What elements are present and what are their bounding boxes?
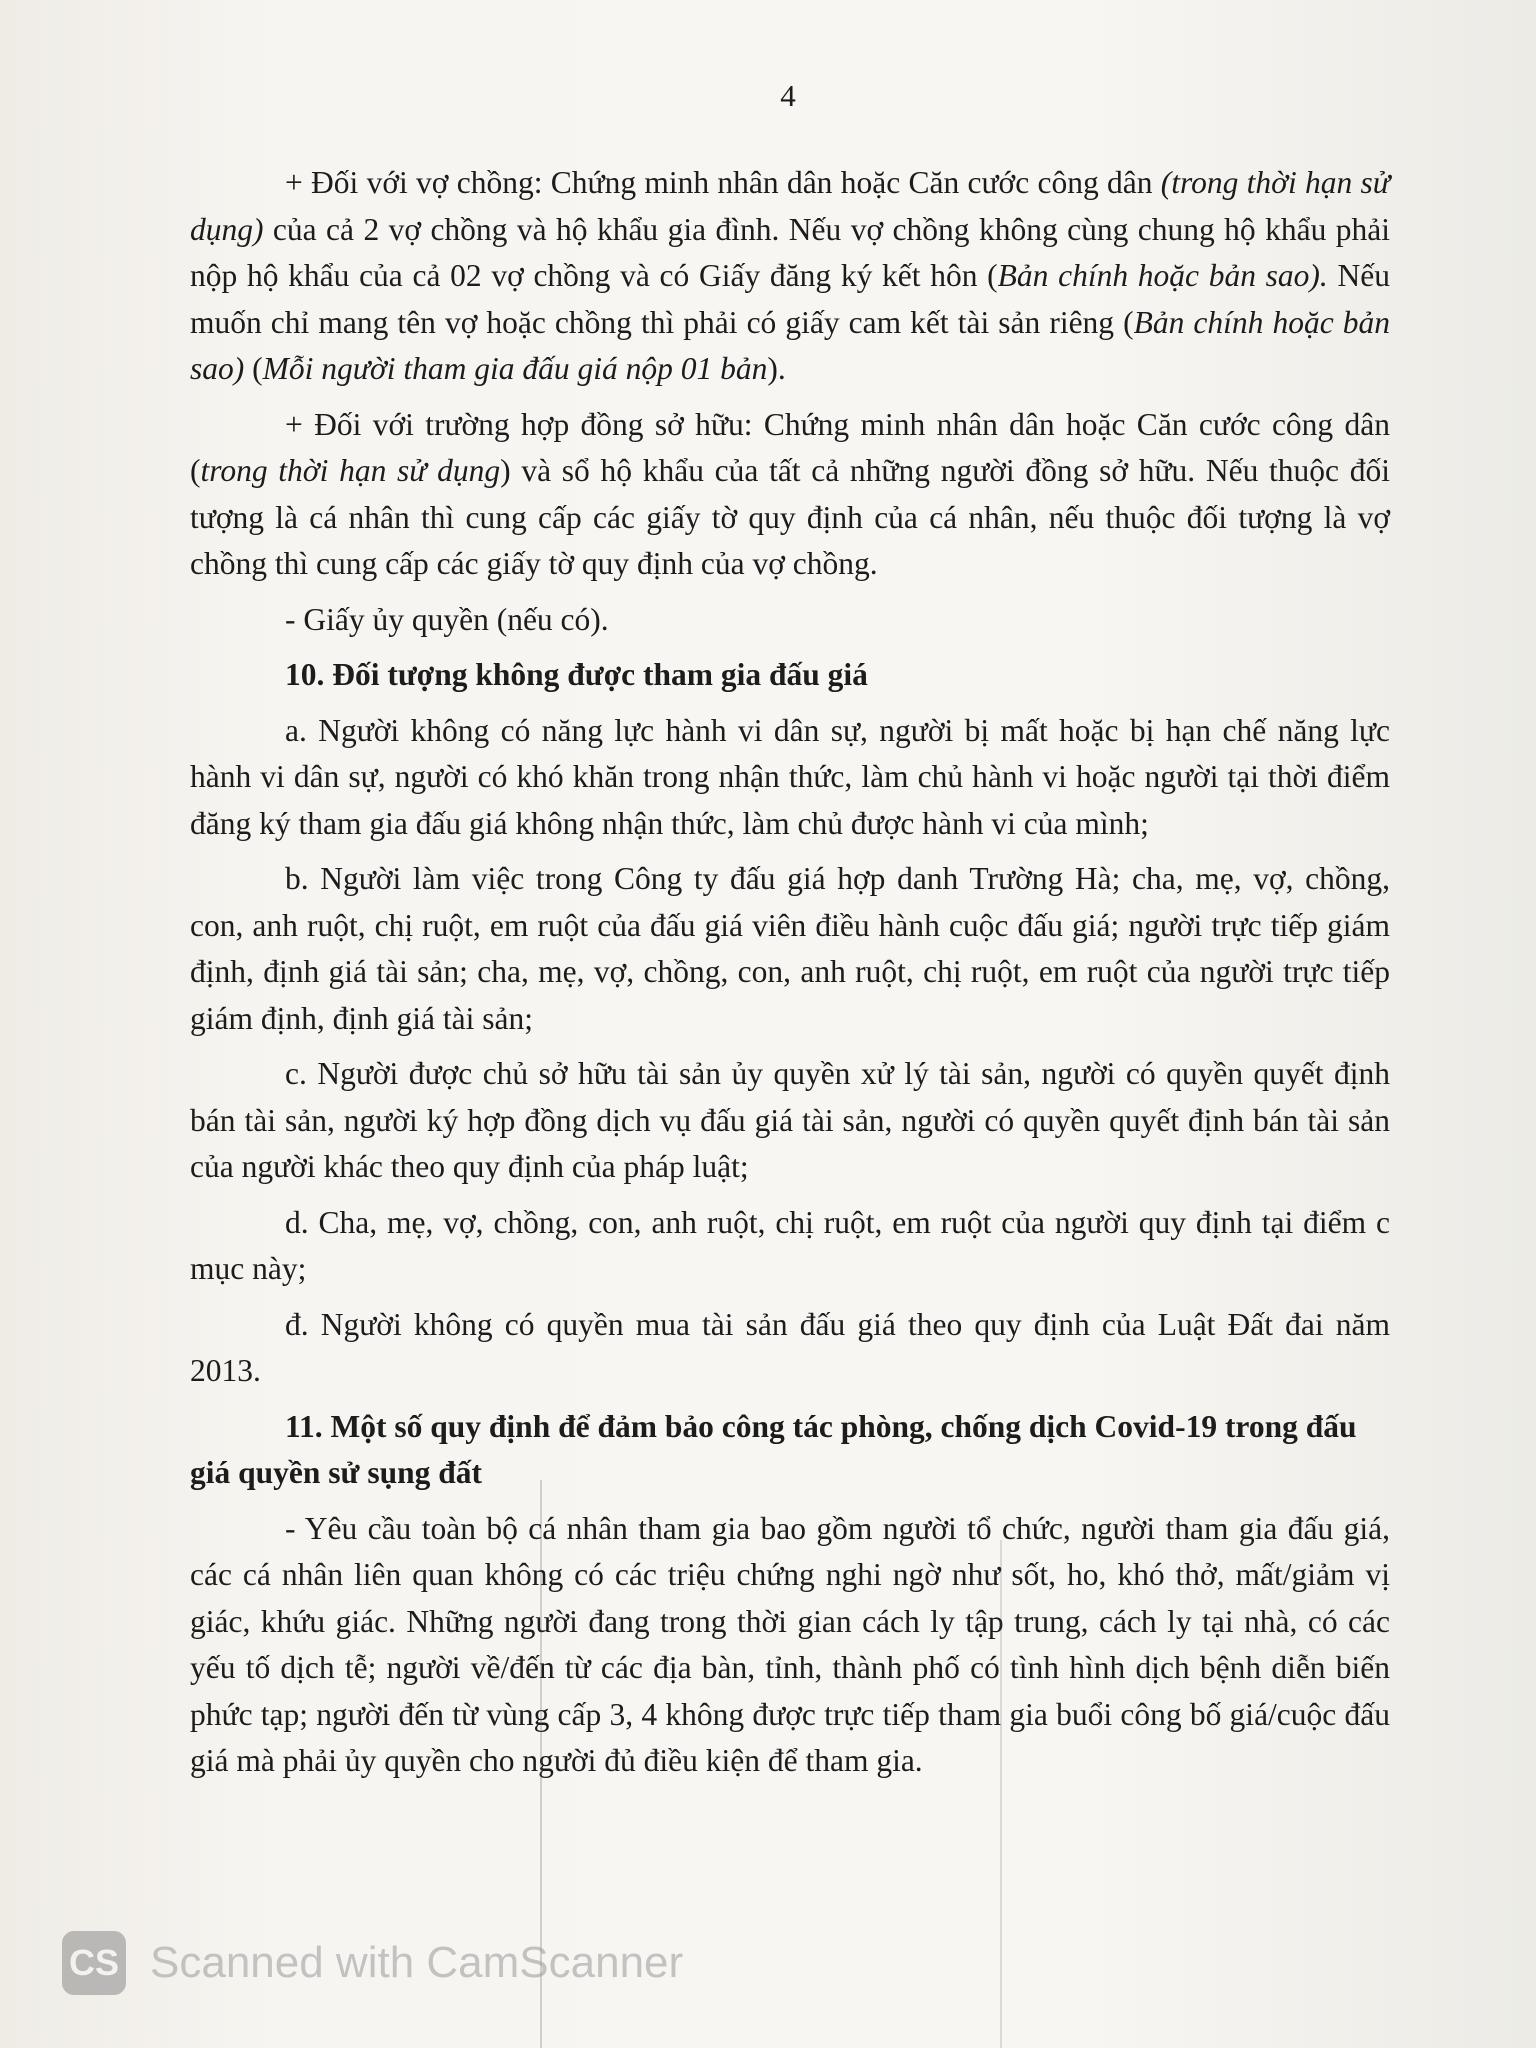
watermark-text: Scanned with CamScanner [150, 1938, 684, 1987]
paragraph [190, 597, 1390, 644]
italic-text: trong thời hạn sử dụng [200, 453, 501, 488]
paragraph [190, 1051, 1390, 1191]
document-body [190, 160, 1390, 1794]
text-run: c. Người được chủ sở hữu tài sản ủy quyền xử lý tài sản, người có quyền quyết định bán tài sản, người ký hợp đồng dịch vụ đấu giá tài sản, người có quyền quyết định bán tài sản của người khác theo quy định của pháp luật; [190, 1056, 1390, 1184]
paragraph [190, 160, 1390, 393]
text-run: Nếu muốn chỉ mang tên vợ hoặc chồng thì phải có giấy cam kết tài sản riêng ( [190, 258, 1390, 340]
text-run: d. Cha, mẹ, vợ, chồng, con, anh ruột, chị ruột, em ruột của người quy định tại điểm c mục này; [190, 1204, 1390, 1286]
text-run: + Đối với trường hợp đồng sở hữu: Chứng minh nhân dân hoặc Căn cước công dân ( [190, 406, 1390, 488]
text-run: 11. Một số quy định để đảm bảo công tác phòng, chống dịch Covid-19 trong đấu giá quyền sử sụng đất [190, 1408, 1357, 1490]
italic-text: Bản chính hoặc bản sao) [190, 304, 1390, 386]
paragraph [190, 402, 1390, 588]
text-run: + Đối với vợ chồng: Chứng minh nhân dân hoặc Căn cước công dân [285, 165, 1161, 200]
text-run: - Yêu cầu toàn bộ cá nhân tham gia bao gồm người tổ chức, người tham gia đấu giá, các cá nhân liên quan không có các triệu chứng nghi ngờ như sốt, ho, khó thở, mất/giảm vị giác, khứu giác. Những người đang trong thời gian cách ly tập trung, cách ly tại nhà, có các yếu tố dịch tễ; người về/đến từ các địa bàn, tỉnh, thành phố có tình hình dịch bệnh diễn biến phức tạp; người đến từ vùng cấp 3, 4 không được trực tiếp tham gia buổi công bố giá/cuộc đấu giá mà phải ủy quyền cho người đủ điều kiện để tham gia. [190, 1510, 1390, 1778]
text-run: của cả 2 vợ chồng và hộ khẩu gia đình. Nếu vợ chồng không cùng chung hộ khẩu phải nộp hộ khẩu của cả 02 vợ chồng và có Giấy đăng ký kết hôn ( [190, 211, 1390, 293]
text-run: 10. Đối tượng không được tham gia đấu giá [285, 657, 868, 692]
scanner-watermark [62, 1928, 683, 1998]
section-heading [190, 652, 1390, 699]
text-run: ) và sổ hộ khẩu của tất cả những người đồng sở hữu. Nếu thuộc đối tượng là cá nhân thì cung cấp các giấy tờ quy định của cá nhân, nếu thuộc đối tượng là vợ chồng thì cung cấp các giấy tờ quy định của vợ chồng. [190, 453, 1390, 581]
text-run: ). [767, 351, 786, 386]
text-run: ( [244, 351, 263, 386]
text-run: a. Người không có năng lực hành vi dân sự, người bị mất hoặc bị hạn chế năng lực hành vi dân sự, người có khó khăn trong nhận thức, làm chủ hành vi hoặc người tại thời điểm đăng ký tham gia đấu giá không nhận thức, làm chủ được hành vi của mình; [190, 712, 1390, 841]
italic-text: Mỗi người tham gia đấu giá nộp 01 bản [262, 351, 768, 386]
page-number: 4 [780, 78, 796, 113]
paragraph [190, 1506, 1390, 1785]
italic-text: (trong thời hạn sử dụng) [190, 165, 1390, 247]
paragraph [190, 1200, 1390, 1293]
section-heading [190, 1404, 1390, 1497]
text-run: đ. Người không có quyền mua tài sản đấu giá theo quy định của Luật Đất đai năm 2013. [190, 1306, 1390, 1388]
text-run: b. Người làm việc trong Công ty đấu giá hợp danh Trường Hà; cha, mẹ, vợ, chồng, con, anh ruột, chị ruột, em ruột của đấu giá viên điều hành cuộc đấu giá; người trực tiếp giám định, định giá tài sản; cha, mẹ, vợ, chồng, con, anh ruột, chị ruột, em ruột của người trực tiếp giám định, định giá tài sản; [190, 861, 1390, 1036]
italic-text: Bản chính hoặc bản sao). [997, 258, 1328, 293]
paper-fold-line [1000, 1540, 1002, 2048]
text-run: - Giấy ủy quyền (nếu có). [285, 601, 609, 637]
camscanner-logo-icon: CS [62, 1931, 126, 1995]
paragraph [190, 1302, 1390, 1395]
paragraph [190, 708, 1390, 848]
paragraph [190, 856, 1390, 1042]
